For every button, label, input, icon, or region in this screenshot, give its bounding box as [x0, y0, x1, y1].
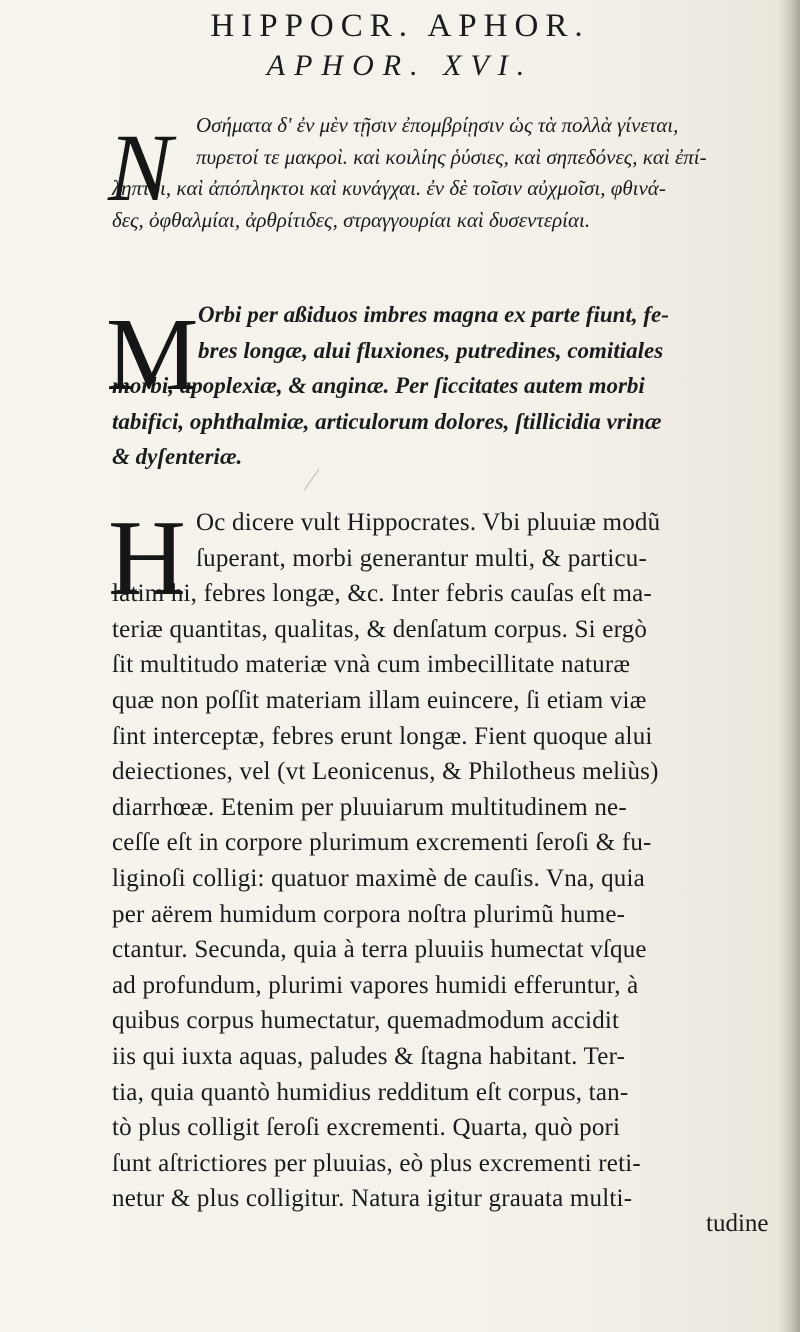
- latin-initial: M: [106, 297, 199, 412]
- greek-line: πυρετοί τε μακροὶ. καὶ κοιλίης ῥύσιες, καὶ σηπεδόνες, καὶ ἐπί-: [196, 144, 707, 169]
- greek-initial: N: [108, 114, 173, 221]
- commentary-line: tò plus colligit ſeroſi excrementi. Quarta, quò pori: [112, 1114, 621, 1142]
- commentary-line: iis qui iuxta aquas, paludes & ſtagna habitant. Ter-: [112, 1042, 626, 1070]
- greek-line: ληπτοι, καὶ ἀπόπληκτοι καὶ κυνάγχαι. ἐν δὲ τοῖσιν αὐχμοῖσι, φθινά-: [112, 176, 666, 200]
- latin-line: & dyſenteriæ.: [112, 444, 243, 469]
- commentary: [108, 499, 784, 1217]
- latin-line: tabifici, ophthalmiæ, articulorum dolores, ſtillicidia vrinæ: [112, 408, 662, 434]
- latin-line: bres longæ, alui fluxiones, putredines, comitiales: [198, 337, 664, 363]
- commentary-line: deiectiones, vel (vt Leonicenus, & Philotheus meliùs): [112, 758, 659, 786]
- greek-line: δες, ὀφθαλμίαι, ἀρθρίτιδες, στραγγουρίαι καὶ δυσεντερίαι.: [112, 207, 591, 232]
- commentary-line: quibus corpus humectatur, quemadmodum accidit: [112, 1007, 620, 1035]
- commentary-line: Oc dicere vult Hippocrates. Vbi pluuiæ modũ: [196, 509, 661, 536]
- commentary-line: per aërem humidum corpora noſtra plurimũ hume-: [112, 900, 626, 928]
- commentary-initial: H: [108, 499, 187, 618]
- commentary-line: liginoſi colligi: quatuor maximè de cauſis. Vna, quia: [112, 864, 645, 892]
- commentary-line: ceſſe eſt in corpore plurimum excrementi ſeroſi & fu-: [112, 829, 652, 857]
- commentary-line: ctantur. Secunda, quia à terra pluuiis humectat vſque: [112, 936, 647, 964]
- commentary-line: netur & plus colligitur. Natura igitur grauata multi-: [112, 1185, 633, 1213]
- commentary-line: ſunt aſtrictiores per pluuias, eò plus excrementi reti-: [112, 1149, 641, 1177]
- greek-line: Οσήματα δ' ἐν μὲν τῇσιν ἐπομβρίῃσιν ὡς τὰ πολλὰ γίνεται,: [196, 113, 679, 137]
- latin-translation: [106, 297, 784, 475]
- greek-aphorism: [108, 110, 784, 236]
- commentary-line: ſit multitudo materiæ vnà cum imbecillitate naturæ: [112, 651, 631, 679]
- catchword: tudine: [706, 1210, 769, 1237]
- commentary-line: latim hi, febres longæ, &c. Inter febris cauſas eſt ma-: [112, 580, 652, 608]
- commentary-line: diarrhœæ. Etenim per pluuiarum multitudinem ne-: [112, 793, 627, 821]
- aphorism-title: APHOR. XVI.: [266, 49, 534, 82]
- commentary-line: ad profundum, plurimi vapores humidi efferuntur, à: [112, 971, 639, 999]
- commentary-line: ſuperant, morbi generantur multi, & particu-: [196, 544, 648, 572]
- commentary-line: quæ non poſſit materiam illam euincere, ſi etiam viæ: [112, 686, 647, 714]
- latin-line: Orbi per aßiduos imbres magna ex parte fiunt, fe-: [198, 302, 669, 327]
- commentary-line: tia, quia quantò humidius redditum eſt corpus, tan-: [112, 1078, 629, 1106]
- running-head: HIPPOCR. APHOR.: [210, 8, 590, 44]
- commentary-line: ſint interceptæ, febres erunt longæ. Fient quoque alui: [112, 722, 653, 750]
- commentary-line: teriæ quantitas, qualitas, & denſatum corpus. Si ergò: [112, 615, 648, 643]
- latin-line: morbi, apoplexiæ, & anginæ. Per ſiccitates autem morbi: [112, 373, 645, 398]
